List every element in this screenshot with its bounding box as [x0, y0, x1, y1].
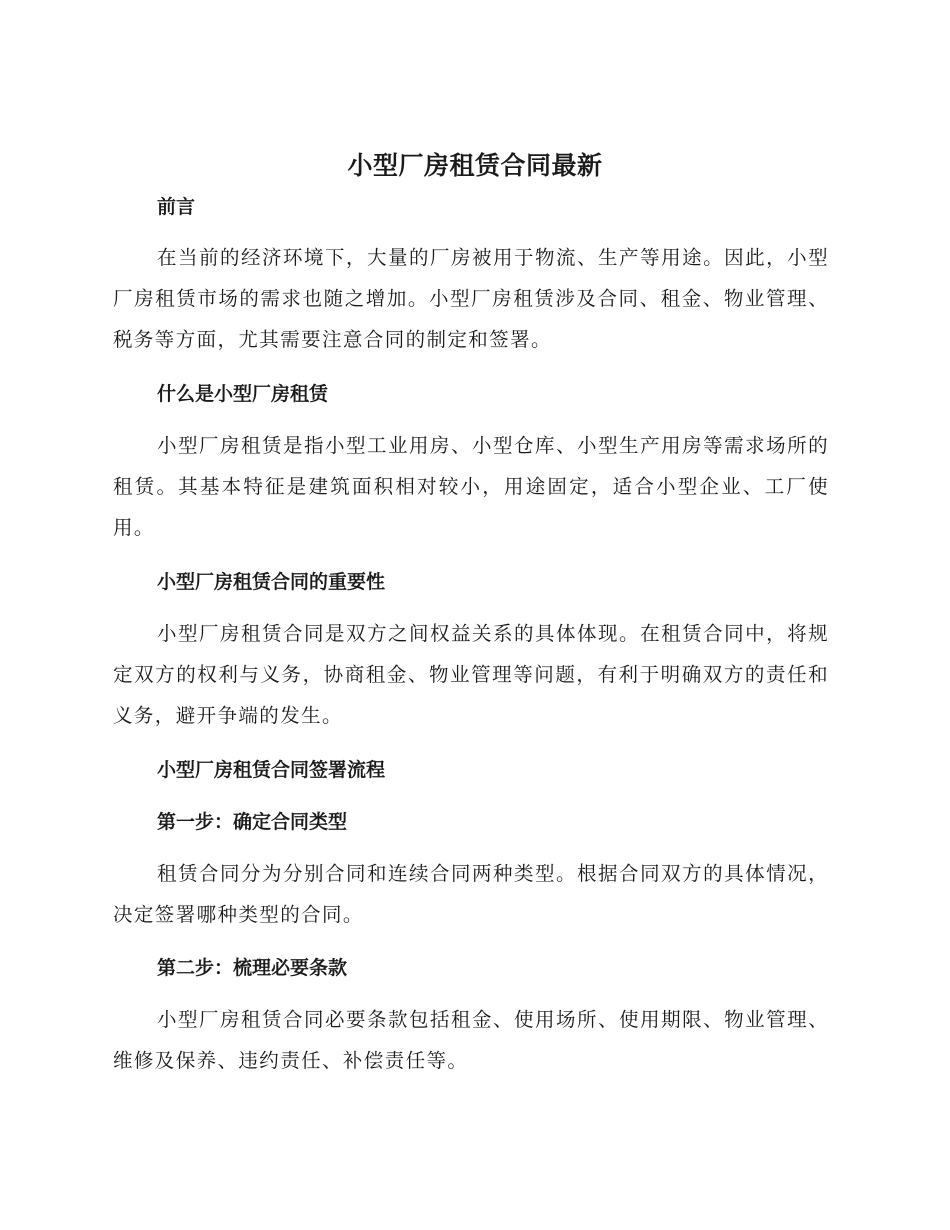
section-paragraph-preface: 在当前的经济环境下，大量的厂房被用于物流、生产等用途。因此，小型厂房租赁市场的需求也随之增加。小型厂房租赁涉及合同、租金、物业管理、税务等方面，尤其需要注意合同的制定和签署。 [113, 246, 829, 351]
section-paragraph-step-one: 租赁合同分为分别合同和连续合同两种类型。根据合同双方的具体情况，决定签署哪种类型的合同。 [113, 862, 829, 926]
document-title: 小型厂房租赁合同最新 [347, 151, 603, 180]
section-heading-step-one: 第一步：确定合同类型 [157, 811, 348, 833]
section-heading-signing-process: 小型厂房租赁合同签署流程 [157, 759, 386, 781]
section-paragraph-importance: 小型厂房租赁合同是双方之间权益关系的具体体现。在租赁合同中，将规定双方的权利与义务，协商租金、物业管理等问题，有利于明确双方的责任和义务，避开争端的发生。 [113, 622, 829, 727]
section-heading-what-is: 什么是小型厂房租赁 [157, 383, 329, 405]
section-heading-importance: 小型厂房租赁合同的重要性 [157, 571, 386, 593]
section-heading-preface: 前言 [157, 196, 196, 218]
section-heading-step-two: 第二步：梳理必要条款 [157, 957, 348, 979]
section-paragraph-step-two: 小型厂房租赁合同必要条款包括租金、使用场所、使用期限、物业管理、维修及保养、违约责任、补偿责任等。 [113, 1008, 829, 1072]
section-paragraph-what-is: 小型厂房租赁是指小型工业用房、小型仓库、小型生产用房等需求场所的租赁。其基本特征是建筑面积相对较小，用途固定，适合小型企业、工厂使用。 [113, 434, 829, 539]
